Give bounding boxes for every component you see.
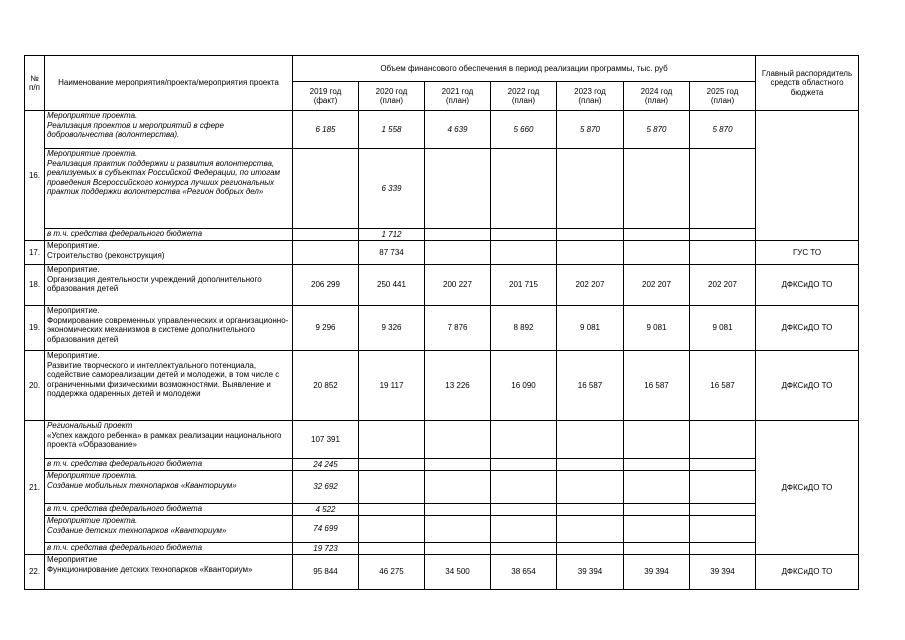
value-cell <box>425 459 491 471</box>
distributor-cell: ДФКСиДО ТО <box>756 351 859 421</box>
row-name: Мероприятие проекта. Создание детских технопарков «Кванториум» <box>45 516 293 543</box>
value-cell: 202 207 <box>624 265 690 306</box>
year-2021: 2021 год (план) <box>425 82 491 111</box>
row-num: 21. <box>25 421 45 555</box>
table-row <box>25 306 859 351</box>
value-cell: 16 587 <box>624 351 690 421</box>
value-cell <box>557 459 624 471</box>
year-2019: 2019 год (факт) <box>293 82 359 111</box>
value-cell: 5 660 <box>491 111 557 149</box>
distributor-cell: ДФКСиДО ТО <box>756 555 859 590</box>
value-cell: 39 394 <box>624 555 690 590</box>
table-row <box>25 555 859 590</box>
value-cell: 32 692 <box>293 471 359 504</box>
value-cell: 107 391 <box>293 421 359 459</box>
value-cell <box>491 241 557 265</box>
value-cell <box>491 543 557 555</box>
value-cell <box>624 516 690 543</box>
value-cell <box>425 504 491 516</box>
value-cell <box>491 229 557 241</box>
value-cell <box>690 149 756 229</box>
value-cell <box>690 504 756 516</box>
value-cell: 34 500 <box>425 555 491 590</box>
value-cell <box>425 229 491 241</box>
row-name: Мероприятие Функционирование детских технопарков «Кванториум» <box>45 555 293 590</box>
year-2022: 2022 год (план) <box>491 82 557 111</box>
value-cell <box>491 459 557 471</box>
header-distributor: Главный распорядитель средств областного бюджета <box>756 56 859 111</box>
value-cell: 250 441 <box>359 265 425 306</box>
value-cell <box>491 504 557 516</box>
value-cell <box>557 149 624 229</box>
value-cell <box>425 149 491 229</box>
value-cell: 16 587 <box>557 351 624 421</box>
year-2025: 2025 год (план) <box>690 82 756 111</box>
value-cell <box>491 516 557 543</box>
row-name: в т.ч. средства федерального бюджета <box>45 229 293 241</box>
value-cell <box>557 504 624 516</box>
value-cell: 9 296 <box>293 306 359 351</box>
value-cell: 7 876 <box>425 306 491 351</box>
value-cell <box>557 421 624 459</box>
row-name: Мероприятие проекта. Реализация практик поддержки и развития волонтерства, реализуемых в субъектах Российской Федерации, по итогам проведения Всероссийского конкурса лучших региональных практик поддержки волонтерства «Регион добрых дел» <box>45 149 293 229</box>
table-row <box>25 149 859 229</box>
row-num: 18. <box>25 265 45 306</box>
value-cell <box>359 543 425 555</box>
row-num: 20. <box>25 351 45 421</box>
value-cell: 202 207 <box>690 265 756 306</box>
value-cell <box>359 471 425 504</box>
value-cell: 202 207 <box>557 265 624 306</box>
row-name: Мероприятие. Строительство (реконструкция) <box>45 241 293 265</box>
value-cell <box>293 149 359 229</box>
value-cell <box>425 421 491 459</box>
value-cell: 1 558 <box>359 111 425 149</box>
row-name: Мероприятие проекта. Создание мобильных технопарков «Кванториум» <box>45 471 293 504</box>
value-cell <box>425 516 491 543</box>
value-cell <box>491 421 557 459</box>
year-2020: 2020 год (план) <box>359 82 425 111</box>
value-cell <box>690 471 756 504</box>
value-cell <box>624 543 690 555</box>
row-name: Мероприятие. Развитие творческого и интеллектуального потенциала, содействие самореализации детей и молодежи, в том числе с ограниченными физическими возможностями. Выявление и поддержка одаренных детей и молодежи <box>45 351 293 421</box>
value-cell: 5 870 <box>557 111 624 149</box>
value-cell: 6 339 <box>359 149 425 229</box>
row-name: в т.ч. средства федерального бюджета <box>45 504 293 516</box>
value-cell <box>624 229 690 241</box>
value-cell <box>557 241 624 265</box>
row-num: 17. <box>25 241 45 265</box>
value-cell <box>293 229 359 241</box>
value-cell: 20 852 <box>293 351 359 421</box>
value-cell: 19 723 <box>293 543 359 555</box>
table-row <box>25 229 859 241</box>
value-cell: 38 654 <box>491 555 557 590</box>
value-cell <box>557 471 624 504</box>
year-2023: 2023 год (план) <box>557 82 624 111</box>
value-cell: 9 081 <box>557 306 624 351</box>
value-cell: 46 275 <box>359 555 425 590</box>
row-name: в т.ч. средства федерального бюджета <box>45 459 293 471</box>
value-cell <box>557 543 624 555</box>
value-cell: 16 090 <box>491 351 557 421</box>
value-cell <box>690 241 756 265</box>
value-cell: 24 245 <box>293 459 359 471</box>
value-cell <box>557 229 624 241</box>
value-cell: 95 844 <box>293 555 359 590</box>
value-cell: 201 715 <box>491 265 557 306</box>
row-name <box>45 421 293 459</box>
value-cell <box>425 471 491 504</box>
table-row <box>25 543 859 555</box>
row-name: Мероприятие. Организация деятельности учреждений дополнительного образования детей <box>45 265 293 306</box>
value-cell: 200 227 <box>425 265 491 306</box>
value-cell: 5 870 <box>690 111 756 149</box>
value-cell <box>690 459 756 471</box>
value-cell <box>491 471 557 504</box>
row-name: Мероприятие проекта. Реализация проектов и мероприятий в сфере добровольчества (волонтерства). <box>45 111 293 149</box>
budget-table <box>24 55 859 590</box>
value-cell <box>425 543 491 555</box>
table-row <box>25 265 859 306</box>
value-cell: 4 639 <box>425 111 491 149</box>
value-cell: 5 870 <box>624 111 690 149</box>
value-cell <box>425 241 491 265</box>
value-cell <box>624 504 690 516</box>
value-cell <box>624 459 690 471</box>
value-cell <box>359 504 425 516</box>
value-cell <box>624 421 690 459</box>
value-cell <box>624 149 690 229</box>
year-2024: 2024 год (план) <box>624 82 690 111</box>
value-cell <box>690 543 756 555</box>
value-cell: 74 699 <box>293 516 359 543</box>
row-num: 22. <box>25 555 45 590</box>
value-cell <box>359 516 425 543</box>
table-row <box>25 459 859 471</box>
row-num: 16. <box>25 111 45 241</box>
value-cell: 9 081 <box>624 306 690 351</box>
value-cell: 1 712 <box>359 229 425 241</box>
table-row <box>25 111 859 149</box>
value-cell: 19 117 <box>359 351 425 421</box>
value-cell: 13 226 <box>425 351 491 421</box>
row-name: Мероприятие. Формирование современных управленческих и организационно-экономических механизмов в системе дополнительного образования детей <box>45 306 293 351</box>
row-name-italic: Региональный проект <box>47 421 133 430</box>
value-cell <box>491 149 557 229</box>
value-cell: 4 522 <box>293 504 359 516</box>
value-cell: 206 299 <box>293 265 359 306</box>
value-cell: 9 081 <box>690 306 756 351</box>
row-num: 19. <box>25 306 45 351</box>
distributor-cell <box>756 111 859 241</box>
table-row <box>25 421 859 459</box>
header-funding: Объем финансового обеспечения в период реализации программы, тыс. руб <box>293 56 756 82</box>
value-cell <box>690 421 756 459</box>
value-cell <box>624 241 690 265</box>
table-row <box>25 504 859 516</box>
row-name-rest: «Успех каждого ребенка» в рамках реализации национального проекта «Образование» <box>47 430 282 449</box>
header-name: Наименование мероприятия/проекта/мероприятия проекта <box>45 56 293 111</box>
value-cell: 39 394 <box>557 555 624 590</box>
budget-table-sheet <box>24 55 859 590</box>
table-row <box>25 241 859 265</box>
header-num: № п/п <box>25 56 45 111</box>
value-cell: 6 185 <box>293 111 359 149</box>
table-row <box>25 471 859 504</box>
table-row <box>25 351 859 421</box>
value-cell: 9 326 <box>359 306 425 351</box>
distributor-cell: ДФКСиДО ТО <box>756 421 859 555</box>
value-cell: 16 587 <box>690 351 756 421</box>
value-cell <box>359 459 425 471</box>
value-cell <box>690 229 756 241</box>
value-cell <box>624 471 690 504</box>
value-cell: 87 734 <box>359 241 425 265</box>
table-row <box>25 516 859 543</box>
value-cell <box>690 516 756 543</box>
header-row-1 <box>25 56 859 82</box>
value-cell: 39 394 <box>690 555 756 590</box>
distributor-cell: ДФКСиДО ТО <box>756 306 859 351</box>
value-cell: 8 892 <box>491 306 557 351</box>
value-cell <box>293 241 359 265</box>
value-cell <box>359 421 425 459</box>
row-name: в т.ч. средства федерального бюджета <box>45 543 293 555</box>
value-cell <box>557 516 624 543</box>
distributor-cell: ДФКСиДО ТО <box>756 265 859 306</box>
distributor-cell: ГУС ТО <box>756 241 859 265</box>
